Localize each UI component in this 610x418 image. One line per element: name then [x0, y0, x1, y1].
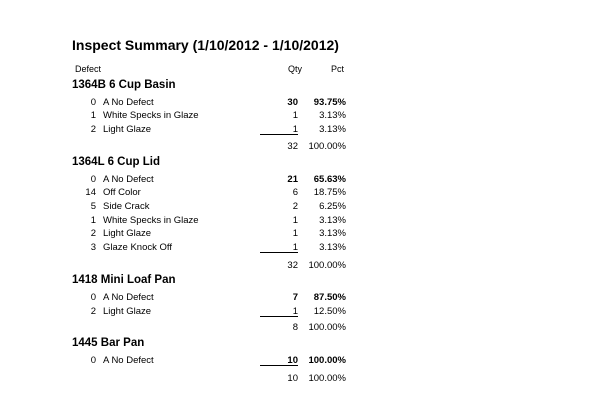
group-total-row	[0, 373, 610, 386]
total-pct: 100.00%	[308, 260, 346, 271]
table-row	[0, 174, 610, 187]
defect-qty: 2	[292, 201, 298, 212]
table-row	[0, 97, 610, 110]
total-qty: 10	[287, 373, 298, 384]
group-title: 1364L 6 Cup Lid	[72, 156, 160, 168]
total-pct: 100.00%	[308, 322, 346, 333]
defect-pct: 3.13%	[319, 124, 346, 135]
defect-qty: 1	[292, 215, 298, 226]
defect-pct: 3.13%	[319, 110, 346, 121]
defect-qty: 1	[260, 306, 298, 317]
defect-qty: 21	[287, 174, 298, 185]
defect-code: 0	[90, 355, 96, 366]
defect-description: A No Defect	[103, 174, 154, 185]
column-header-qty: Qty	[287, 64, 302, 74]
defect-qty: 1	[260, 242, 298, 253]
defect-code: 0	[90, 292, 96, 303]
column-header-pct: Pct	[330, 64, 344, 74]
defect-pct: 18.75%	[313, 187, 346, 198]
table-row	[0, 124, 610, 137]
table-row	[0, 201, 610, 214]
defect-description: A No Defect	[103, 355, 154, 366]
defect-pct: 12.50%	[313, 306, 346, 317]
defect-pct: 87.50%	[313, 292, 346, 303]
total-qty: 8	[292, 322, 298, 333]
column-header-defect: Defect	[75, 64, 102, 74]
defect-code: 2	[90, 124, 96, 135]
table-row	[0, 187, 610, 200]
group-title: 1364B 6 Cup Basin	[72, 79, 176, 91]
total-qty: 32	[287, 260, 298, 271]
defect-qty: 1	[260, 124, 298, 135]
defect-code: 5	[90, 201, 96, 212]
defect-pct: 3.13%	[319, 215, 346, 226]
table-row	[0, 110, 610, 123]
defect-description: Off Color	[103, 187, 141, 198]
table-row	[0, 306, 610, 319]
defect-code: 0	[90, 174, 96, 185]
group-total-row	[0, 260, 610, 273]
total-pct: 100.00%	[308, 373, 346, 384]
defect-code: 1	[90, 215, 96, 226]
defect-code: 3	[90, 242, 96, 253]
defect-qty: 7	[292, 292, 298, 303]
defect-pct: 6.25%	[319, 201, 346, 212]
table-row	[0, 215, 610, 228]
defect-description: Light Glaze	[103, 124, 152, 135]
group-title: 1418 Mini Loaf Pan	[72, 274, 176, 286]
defect-code: 2	[90, 306, 96, 317]
table-row	[0, 228, 610, 241]
defect-qty: 1	[292, 228, 298, 239]
table-row	[0, 292, 610, 305]
defect-description: Light Glaze	[103, 228, 152, 239]
defect-qty: 1	[292, 110, 298, 121]
defect-description: White Specks in Glaze	[103, 215, 199, 226]
defect-qty: 6	[292, 187, 298, 198]
defect-code: 0	[90, 97, 96, 108]
defect-qty: 30	[287, 97, 298, 108]
defect-description: Side Crack	[103, 201, 150, 212]
table-row	[0, 355, 610, 368]
defect-code: 1	[90, 110, 96, 121]
defect-qty: 10	[260, 355, 298, 366]
defect-pct: 3.13%	[319, 228, 346, 239]
report-title: Inspect Summary (1/10/2012 - 1/10/2012)	[72, 37, 339, 53]
defect-code: 14	[85, 187, 96, 198]
defect-description: White Specks in Glaze	[103, 110, 199, 121]
total-qty: 32	[287, 141, 298, 152]
defect-pct: 3.13%	[319, 242, 346, 253]
defect-description: Light Glaze	[103, 306, 152, 317]
total-pct: 100.00%	[308, 141, 346, 152]
defect-description: A No Defect	[103, 292, 154, 303]
defect-description: Glaze Knock Off	[103, 242, 172, 253]
table-row	[0, 242, 610, 255]
defect-description: A No Defect	[103, 97, 154, 108]
defect-code: 2	[90, 228, 96, 239]
group-total-row	[0, 141, 610, 154]
defect-pct: 100.00%	[308, 355, 346, 366]
group-title: 1445 Bar Pan	[72, 337, 145, 349]
group-total-row	[0, 322, 610, 335]
defect-pct: 65.63%	[313, 174, 346, 185]
defect-pct: 93.75%	[313, 97, 346, 108]
